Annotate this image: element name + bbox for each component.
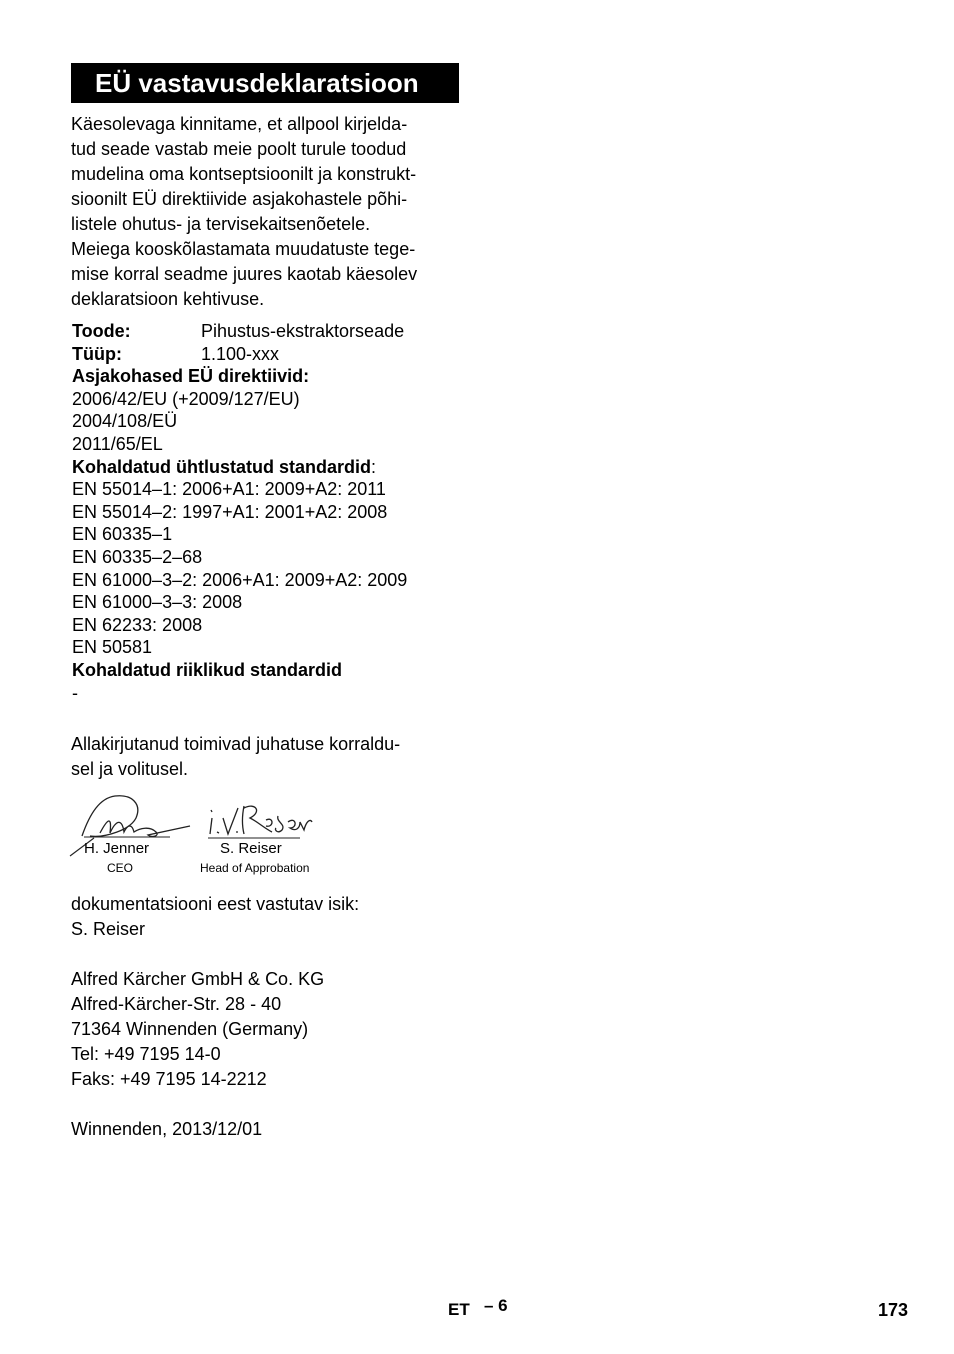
page-number: 173 bbox=[878, 1300, 909, 1320]
standard-item: EN 61000–3–3: 2008 bbox=[72, 592, 243, 613]
jenner-signature-stroke bbox=[82, 796, 190, 837]
signer-name: S. Reiser bbox=[220, 840, 282, 857]
standard-item: EN 50581 bbox=[72, 637, 153, 658]
harmonized-colon: : bbox=[371, 456, 377, 477]
signer-name: H. Jenner bbox=[84, 840, 150, 857]
type-row bbox=[72, 343, 472, 366]
standard-item: EN 62233: 2008 bbox=[72, 614, 203, 635]
standard-item: EN 61000–3–2: 2006+A1: 2009+A2: 2009 bbox=[72, 569, 408, 590]
standard-item: EN 55014–2: 1997+A1: 2001+A2: 2008 bbox=[72, 501, 388, 522]
authority-paragraph: Allakirjutanud toimivad juhatuse korraldu- sel ja volitusel. bbox=[71, 734, 401, 779]
footer-language: ET bbox=[448, 1300, 470, 1319]
place-date: Winnenden, 2013/12/01 bbox=[71, 1119, 263, 1139]
footer-section-page: – 6 bbox=[484, 1296, 508, 1315]
product-value: Pihustus-ekstraktorseade bbox=[201, 321, 405, 341]
standard-item: EN 55014–1: 2006+A1: 2009+A2: 2011 bbox=[72, 479, 386, 500]
national-value: - bbox=[72, 682, 78, 703]
signature-area bbox=[60, 788, 360, 880]
documentation-responsible: dokumentatsiooni eest vastutav isik: S. Reiser bbox=[71, 894, 360, 939]
product-label: Toode: bbox=[72, 321, 131, 341]
specification-block bbox=[72, 320, 472, 704]
directive-item: 2004/108/EÜ bbox=[72, 411, 178, 432]
page-title: EÜ vastavusdeklaratsioon bbox=[71, 63, 459, 103]
directive-item: 2006/42/EU (+2009/127/EU) bbox=[72, 388, 300, 409]
reiser-signature-stroke bbox=[210, 806, 312, 834]
harmonized-heading-line bbox=[72, 456, 472, 479]
product-row bbox=[72, 320, 472, 343]
intro-paragraph: Käesolevaga kinnitame, et allpool kirjelda- tud seade vastab meie poolt turule toodud mudelina oma kontseptsioonilt ja konstrukt- sioonilt EÜ direktiivide asjakohastele põhi- listele ohutus- ja tervisekaitsenõetele. Meiega kooskõlastamata muudatuste tege- mise korral seadme juures kaotab käesolev deklaratsioon kehtivuse. bbox=[71, 114, 418, 309]
type-value: 1.100-xxx bbox=[201, 343, 280, 364]
type-label: Tüüp: bbox=[72, 343, 122, 364]
harmonized-heading: Kohaldatud ühtlustatud standardid bbox=[72, 456, 371, 477]
signer-role: CEO bbox=[107, 861, 134, 875]
national-heading: Kohaldatud riiklikud standardid bbox=[72, 659, 343, 680]
signer-role: Head of Approbation bbox=[200, 861, 310, 875]
standard-item: EN 60335–1 bbox=[72, 524, 173, 545]
company-address: Alfred Kärcher GmbH & Co. KG Alfred-Kärcher-Str. 28 - 40 71364 Winnenden (Germany) Tel: +49 7195 14-0 Faks: +49 7195 14-2212 bbox=[71, 969, 325, 1089]
directives-heading: Asjakohased EÜ direktiivid: bbox=[72, 366, 310, 387]
directive-item: 2011/65/EL bbox=[72, 433, 163, 454]
standard-item: EN 60335–2–68 bbox=[72, 546, 203, 567]
